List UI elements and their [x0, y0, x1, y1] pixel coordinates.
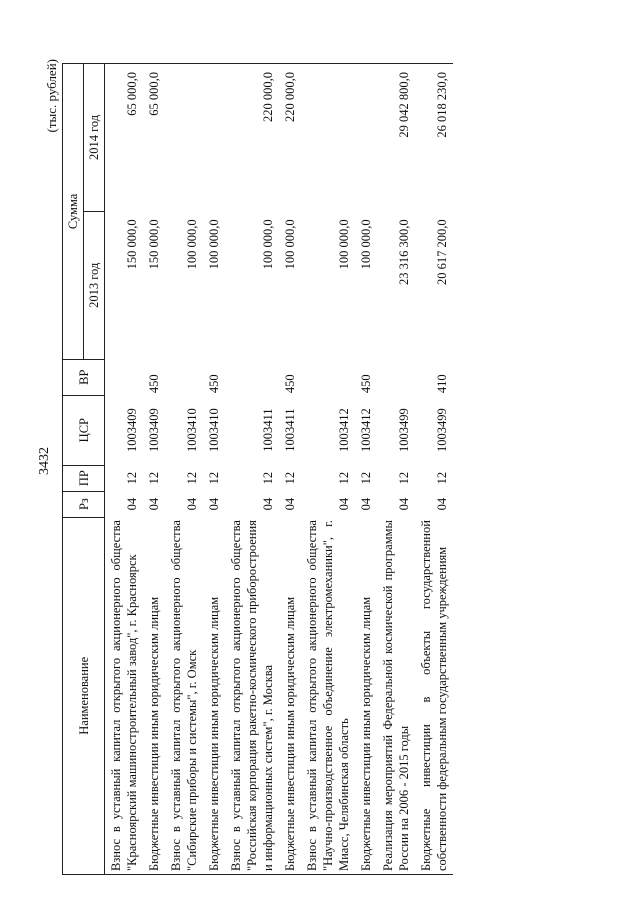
header-csr: ЦСР: [63, 395, 105, 465]
row-rz: 04: [261, 497, 275, 511]
table-row: [165, 64, 203, 875]
table-row: [105, 64, 144, 875]
row-sum-2014: 220 000,0: [225, 64, 279, 212]
row-sum-2014: 29 042 800,0: [377, 64, 415, 212]
page-number: 3432: [37, 447, 52, 475]
row-rz: 04: [207, 497, 221, 511]
table-row: [225, 64, 279, 875]
table-row: [203, 64, 225, 875]
budget-table: [62, 63, 453, 875]
row-csr: 1003410: [207, 408, 221, 453]
row-sum-2013: 20 617 200,0: [435, 219, 449, 285]
units-note: (тыс. рублей): [44, 59, 59, 133]
row-csr: 1003499: [397, 408, 411, 453]
row-pr: 12: [185, 471, 199, 485]
header-year-2013: 2013 год: [84, 211, 105, 359]
row-rz: 04: [147, 497, 161, 511]
table-row: [355, 64, 377, 875]
row-pr: 12: [397, 471, 411, 485]
row-sum-2013: 100 000,0: [283, 219, 297, 270]
header-sum: Сумма: [63, 64, 84, 360]
row-csr: 1003409: [125, 408, 139, 453]
row-name: Взнос в уставный капитал открытого акционерного общества "Научно-производственное объединение электромеханики", г. Миасс, Челябинская область: [301, 517, 355, 874]
row-name: Взнос в уставный капитал открытого акционерного общества "Сибирские приборы и системы", г. Омск: [165, 517, 203, 874]
row-name: Взнос в уставный капитал открытого акционерного общества "Красноярский машиностроительный завод", г. Красноярск: [105, 517, 144, 874]
row-pr: 12: [147, 471, 161, 485]
table-row: [301, 64, 355, 875]
row-rz: 04: [283, 497, 297, 511]
row-vr: [105, 359, 144, 395]
row-name: Бюджетные инвестиции иным юридическим лицам: [355, 517, 377, 874]
row-pr: 12: [261, 471, 275, 485]
row-sum-2014: 26 018 230,0: [415, 64, 453, 212]
row-vr: [301, 359, 355, 395]
row-vr: 450: [147, 374, 161, 394]
row-sum-2014: 65 000,0: [143, 64, 165, 212]
row-sum-2013: 150 000,0: [125, 219, 139, 270]
row-rz: 04: [435, 497, 449, 511]
document-page: [35, 35, 595, 875]
row-vr: [225, 359, 279, 395]
row-sum-2013: 100 000,0: [185, 219, 199, 270]
row-sum-2013: 23 316 300,0: [397, 219, 411, 285]
row-pr: 12: [337, 471, 351, 485]
row-rz: 04: [337, 497, 351, 511]
row-csr: 1003411: [261, 408, 275, 452]
row-csr: 1003409: [147, 408, 161, 453]
header-rz: Рз: [63, 491, 105, 517]
header-name: Наименование: [63, 517, 105, 874]
row-pr: 12: [359, 471, 373, 485]
row-sum-2014: [301, 64, 355, 212]
row-pr: 12: [283, 471, 297, 485]
row-sum-2013: 100 000,0: [359, 219, 373, 270]
row-name: Бюджетные инвестиции в объекты государственной собственности федеральным государственным учреждениям: [415, 517, 453, 874]
table-row: [279, 64, 301, 875]
row-csr: 1003412: [359, 408, 373, 453]
row-name: Взнос в уставный капитал открытого акционерного общества "Российская корпорация ракетно-космического приборостроения и информационных систем", г. Москва: [225, 517, 279, 874]
row-sum-2013: 100 000,0: [261, 219, 275, 270]
row-pr: 12: [435, 471, 449, 485]
row-sum-2014: 220 000,0: [279, 64, 301, 212]
row-sum-2013: 100 000,0: [207, 219, 221, 270]
row-sum-2014: [355, 64, 377, 212]
row-vr: 450: [359, 374, 373, 394]
row-name: Бюджетные инвестиции иным юридическим лицам: [279, 517, 301, 874]
row-name: Реализация мероприятий Федеральной космической программы России на 2006 - 2015 годы: [377, 517, 415, 874]
row-sum-2013: 100 000,0: [337, 219, 351, 270]
row-vr: [377, 359, 415, 395]
row-name: Бюджетные инвестиции иным юридическим лицам: [203, 517, 225, 874]
row-sum-2013: 150 000,0: [147, 219, 161, 270]
row-sum-2014: 65 000,0: [105, 64, 144, 212]
row-csr: 1003411: [283, 408, 297, 452]
row-pr: 12: [207, 471, 221, 485]
row-vr: 410: [435, 374, 449, 394]
table-row: [415, 64, 453, 875]
row-rz: 04: [125, 497, 139, 511]
row-name: Бюджетные инвестиции иным юридическим лицам: [143, 517, 165, 874]
header-year-2014: 2014 год: [84, 64, 105, 212]
table-body: [105, 64, 454, 875]
row-vr: [165, 359, 203, 395]
header-pr: ПР: [63, 465, 105, 491]
table-row: [143, 64, 165, 875]
row-sum-2014: [203, 64, 225, 212]
row-rz: 04: [359, 497, 373, 511]
row-csr: 1003412: [337, 408, 351, 453]
row-rz: 04: [397, 497, 411, 511]
row-pr: 12: [125, 471, 139, 485]
row-vr: 450: [207, 374, 221, 394]
row-csr: 1003410: [185, 408, 199, 453]
table-row: [377, 64, 415, 875]
row-csr: 1003499: [435, 408, 449, 453]
row-rz: 04: [185, 497, 199, 511]
row-sum-2014: [165, 64, 203, 212]
header-vr: ВР: [63, 359, 105, 395]
row-vr: 450: [283, 374, 297, 394]
